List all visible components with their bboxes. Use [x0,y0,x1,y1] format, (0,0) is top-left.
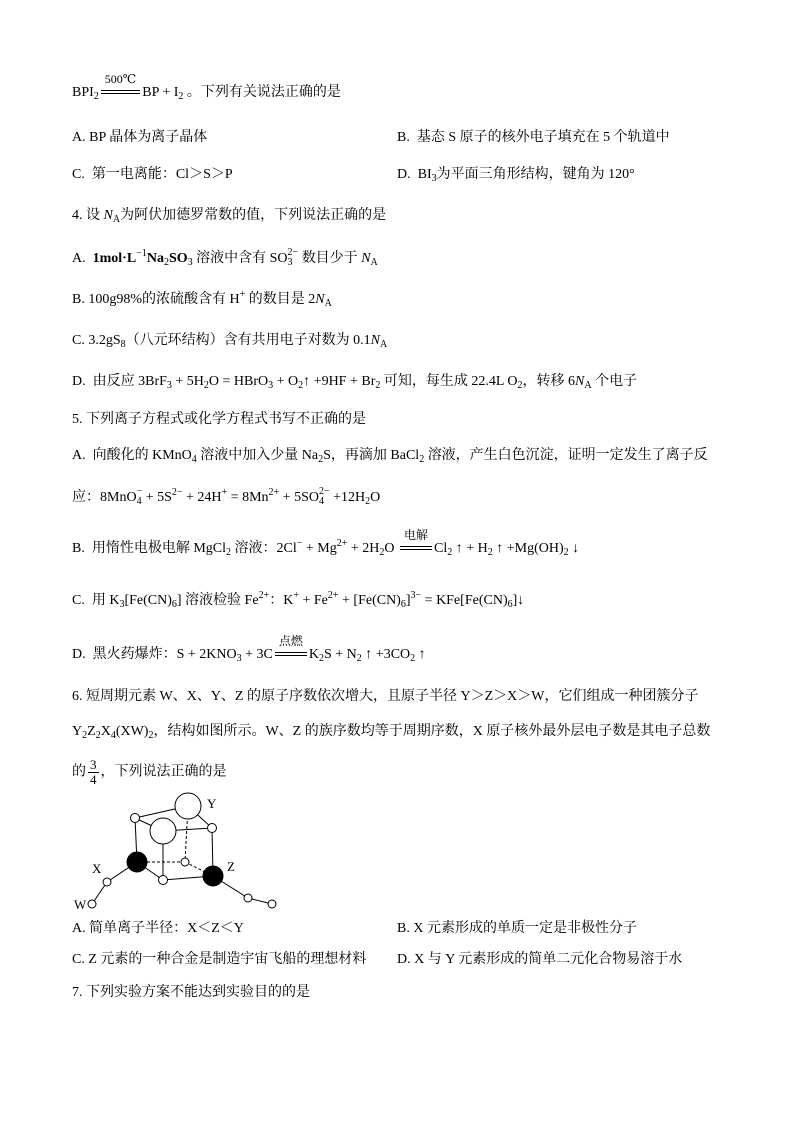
subscript: 2 [379,547,385,558]
text-run: 。下列有关说法正确的是 [183,85,341,100]
subscript: 3 [268,380,274,391]
subscript: 2 [365,496,371,507]
subscript: 2 [319,653,324,664]
superscript: 2− [171,487,183,498]
text-run: + 5SO [279,490,319,505]
reaction-condition: 电解 [404,528,429,542]
double-line-sign [400,546,432,550]
atom-w-right [268,900,276,908]
question-6-stem-line-3 [72,757,227,787]
superscript: 2− [287,247,299,258]
text-run: 应：8MnO [72,490,137,505]
text-run: [Fe(CN) [124,593,172,608]
atom-x-hidden [181,858,189,866]
charge-subscript-stack [288,248,299,268]
question-3-option-c: C. 第一电离能：Cl＞S＞P [72,167,233,182]
reaction-condition: 点燃 [278,634,303,648]
text-run: A. [72,251,93,266]
text-run: ↓ [568,541,580,556]
subscript: 4 [191,454,197,465]
text-run: 可知，每生成 22.4L O [380,374,518,389]
superscript: + [239,289,246,300]
figure-label-x: X [92,861,102,876]
subscript: 6 [507,599,513,610]
superscript: 2+ [268,487,280,498]
text-run: 数目少于 [298,251,362,266]
text-run: O = HBrO [208,374,269,389]
italic-symbol: N [103,208,113,223]
text-run: ↑ +3CO [361,647,411,662]
question-3-option-a: A. BP 晶体为离子晶体 [72,130,208,145]
figure-label-y: Y [207,796,217,811]
subscript: 2 [356,653,362,664]
text-run: O [384,541,399,556]
text-run: ，转移 6 [522,374,576,389]
fraction-denominator: 4 [90,772,97,787]
text-run: + 2H [347,541,380,556]
italic-symbol: N [370,333,380,348]
text-run: Cl [434,541,448,556]
text-run: ：K [269,593,294,608]
atom-y-front [150,818,176,844]
question-5-option-a-line-1 [72,446,708,466]
question-3-option-b: B. 基态 S 原子的核外电子填充在 5 个轨道中 [397,130,670,145]
text-run: 溶液中加入少量 Na [196,448,319,463]
text-run: ↑ + H [452,541,488,556]
question-5-option-d [72,634,426,664]
subscript: 2 [419,454,425,465]
text-run: D. 黑火药爆炸：S + 2KNO [72,647,237,662]
text-run: 的数目是 2 [245,292,316,307]
text-run: = KFe[Fe(CN) [421,593,508,608]
text-run: + 3C [241,647,273,662]
question-4-stem [72,206,386,226]
text-run: + 5S [142,490,172,505]
superscript: + [221,487,228,498]
subscript: 3 [236,653,242,664]
subscript: 3 [287,257,293,268]
figure-label-w: W [74,897,87,912]
fraction-numerator: 3 [90,757,97,772]
question-6-stem-line-2 [72,722,710,742]
bold-run: SO [168,251,188,266]
subscript: A [324,298,332,309]
text-run: = 8Mn [227,490,269,505]
text-run: + [Fe(CN) [338,593,401,608]
subscript: 2 [517,380,523,391]
text-run: ↑ +9HF + Br [303,374,376,389]
superscript: 2+ [327,590,339,601]
text-run: ]↓ [512,593,525,608]
subscript: 2 [563,547,569,558]
text-run: ，结构如图所示。W、Z 的族序数均等于周期序数，X 原子核外最外层电子数是其电子总数 [153,724,711,739]
bold-run: Na [146,251,164,266]
reaction-condition: 500℃ [104,72,137,86]
atom-x-bottom-front [159,876,168,885]
text-run: C. 用 K [72,593,120,608]
bold-run: 1mol·L [92,251,137,266]
text-run: S + N [324,647,357,662]
question-5-option-a-line-2 [72,487,380,507]
subscript: 3 [187,257,193,268]
double-line-sign [275,652,307,656]
charge-subscript-stack [319,487,330,507]
text-run: ↑ +Mg(OH) [492,541,564,556]
reaction-sign [400,528,432,559]
superscript: − [136,486,143,497]
reaction-sign [275,634,307,665]
text-run: + 24H [182,490,222,505]
subscript: 2 [148,730,154,741]
subscript: 8 [120,339,126,350]
text-run: D. 由反应 3BrF [72,374,167,389]
text-run: BP + I [142,85,179,100]
subscript: 2 [178,91,184,102]
text-run: A. 向酸化的 KMnO [72,448,192,463]
text-run: Z [87,724,96,739]
question-6-option-b: B. X 元素形成的单质一定是非极性分子 [397,921,637,936]
text-run: 为阿伏加德罗常数的值，下列说法正确的是 [120,208,387,223]
subscript: 2 [95,730,101,741]
question-4-option-c [72,331,387,351]
text-run: D. BI [397,167,432,182]
atom-x-top-left [131,814,140,823]
atom-y-top [175,793,201,819]
text-run: 溶液：2Cl [231,541,297,556]
subscript: 6 [171,599,177,610]
question-6-option-c: C. Z 元素的一种合金是制造宇宙飞船的理想材料 [72,952,367,967]
superscript: 3− [410,590,422,601]
question-5-stem: 5. 下列离子方程式或化学方程式书写不正确的是 [72,412,366,427]
text-run: O [370,490,381,505]
text-run: + Fe [298,593,328,608]
subscript: 2 [203,380,209,391]
subscript: 2 [447,547,453,558]
text-run: + O [273,374,299,389]
question-5-option-b [72,528,580,558]
question-6-stem-line-1: 6. 短周期元素 W、X、Y、Z 的原子序数依次增大，且原子半径 Y＞Z＞X＞W，它们组成一种团簇分子 [72,689,699,704]
text-run: B. 用惰性电极电解 MgCl [72,541,227,556]
subscript: 3 [431,173,437,184]
text-run: BPI [72,85,94,100]
text-run: 的 [72,764,86,780]
subscript: 2 [163,257,169,268]
text-run: +12H [329,490,366,505]
question-6-option-d: D. X 与 Y 元素形成的简单二元化合物易溶于水 [397,952,683,967]
question-4-option-d [72,372,637,392]
subscript: 6 [400,599,406,610]
figure-label-z: Z [227,859,235,874]
question-3-stem [72,72,341,102]
subscript: A [379,339,388,350]
question-6-option-a: A. 简单离子半径：X＜Z＜Y [72,921,244,936]
question-4-option-a [72,248,378,268]
superscript: 2+ [336,538,348,549]
subscript: A [112,214,121,225]
atom-z-left [127,852,147,872]
superscript: + [293,590,299,601]
subscript: 4 [136,496,142,507]
text-run: + Mg [302,541,337,556]
text-run: B. 100g98%的浓硫酸含有 H [72,292,240,307]
double-line-sign [101,90,140,94]
italic-symbol: N [315,292,325,307]
subscript: 4 [110,730,116,741]
text-run: ] [405,593,411,608]
subscript: 4 [318,496,324,507]
subscript: 3 [166,380,172,391]
cluster-molecule-structure-figure [70,786,300,916]
question-5-option-c [72,591,524,611]
text-run: 个电子 [591,374,638,389]
text-run: 4. 设 [72,208,104,223]
superscript: −1 [136,248,147,259]
subscript: 2 [93,91,99,102]
text-run: 为平面三角形结构，键角为 120° [436,167,635,182]
question-4-option-b [72,290,332,310]
text-run: + 5H [171,374,204,389]
text-run: ] 溶液检验 Fe [176,593,259,608]
fraction [88,758,99,787]
subscript: 2 [487,547,493,558]
text-run: Y [72,724,83,739]
atom-x-right-hydroxyl [244,894,252,902]
text-run: K [308,647,319,662]
text-run: X [100,724,111,739]
subscript: 2 [375,380,381,391]
italic-symbol: N [575,374,585,389]
subscript: 2 [318,454,324,465]
subscript: 2 [410,653,416,664]
superscript: 2+ [258,590,270,601]
text-run: 溶液中含有 SO [192,251,288,266]
subscript: 2 [82,730,88,741]
question-3-option-d [397,165,635,185]
text-run: (XW) [115,724,149,739]
italic-symbol: N [361,251,371,266]
superscript: 2− [318,486,330,497]
text-run: 溶液，产生白色沉淀，证明一定发生了离子反 [424,448,708,463]
atom-w-left [88,900,96,908]
atom-x-top-right [208,824,217,833]
subscript: 2 [226,547,232,558]
text-run: ↑ [415,647,426,662]
atom-z-right [203,866,223,886]
text-run: C. 3.2gS [72,333,121,348]
subscript: 3 [119,599,125,610]
text-run: S，再滴加 BaCl [323,448,420,463]
superscript: − [296,538,303,549]
subscript: A [370,257,378,268]
text-run: （八元环结构）含有共用电子对数为 0.1 [125,333,371,348]
reaction-sign [101,72,140,103]
text-run: ，下列说法正确的是 [100,764,227,780]
subscript: 2 [298,380,304,391]
question-7-stem: 7. 下列实验方案不能达到实验目的的是 [72,985,310,1000]
atom-x-left-hydroxyl [103,878,111,886]
subscript: A [584,380,592,391]
